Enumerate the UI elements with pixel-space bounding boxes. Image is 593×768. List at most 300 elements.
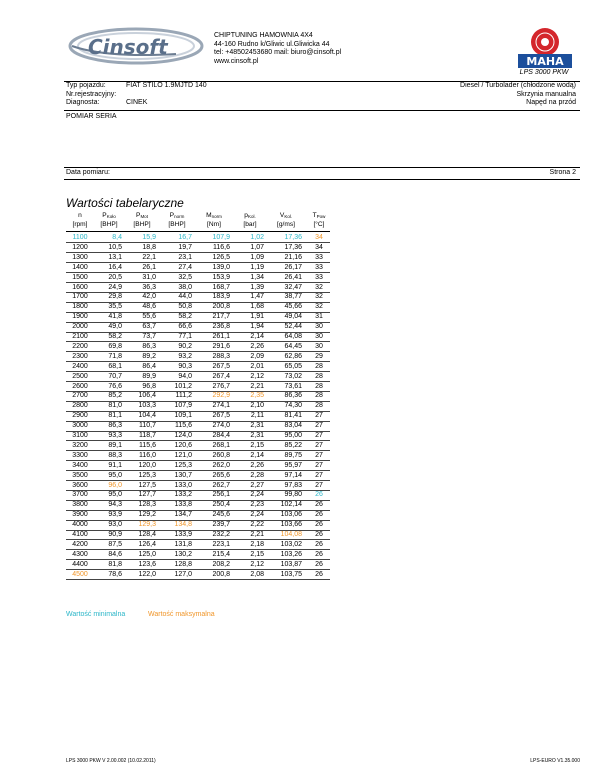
table-cell: 31,0 bbox=[142, 273, 156, 281]
table-cell: 267,5 bbox=[212, 362, 230, 370]
column-unit: [BHP] bbox=[100, 221, 118, 228]
svg-text:MAHA: MAHA bbox=[526, 55, 564, 68]
table-cell: 130,7 bbox=[174, 471, 192, 479]
table-cell: 71,8 bbox=[108, 352, 122, 360]
table-cell: 95,97 bbox=[284, 461, 302, 469]
table-cell: 88,3 bbox=[108, 451, 122, 459]
table-cell: 1,68 bbox=[250, 303, 264, 311]
table-cell: 2,21 bbox=[250, 382, 264, 390]
table-cell: 1,07 bbox=[250, 243, 264, 251]
table-cell: 118,7 bbox=[139, 432, 156, 439]
table-cell: 106,4 bbox=[138, 392, 156, 400]
table-cell: 2,24 bbox=[250, 511, 264, 519]
table-cell: 27 bbox=[315, 461, 323, 469]
cinsoft-logo bbox=[66, 24, 214, 74]
table-cell: 28 bbox=[315, 372, 323, 380]
table-cell: 73,61 bbox=[284, 382, 302, 390]
table-cell: 63,7 bbox=[142, 323, 156, 331]
table-cell: 133,9 bbox=[174, 531, 192, 538]
table-cell: 103,87 bbox=[280, 560, 302, 568]
column-unit: [Nm] bbox=[207, 221, 221, 228]
column-unit: [bar] bbox=[243, 221, 257, 228]
table-cell: 89,2 bbox=[142, 352, 156, 360]
table-cell: 8,4 bbox=[112, 234, 122, 241]
table-cell: 1100 bbox=[72, 234, 88, 241]
table-cell: 265,6 bbox=[212, 471, 230, 479]
table-cell: 2,31 bbox=[250, 432, 264, 439]
table-cell: 291,6 bbox=[212, 342, 230, 350]
legend-maximum: Wartość maksymalna bbox=[148, 611, 215, 618]
table-cell: 3500 bbox=[72, 471, 88, 479]
table-cell: 86,3 bbox=[108, 422, 122, 430]
table-cell: 2,18 bbox=[250, 540, 264, 548]
table-cell: 1600 bbox=[72, 283, 88, 291]
table-cell: 86,36 bbox=[284, 392, 302, 400]
table-cell: 103,26 bbox=[280, 550, 302, 558]
table-cell: 2,31 bbox=[250, 422, 264, 430]
table-cell: 103,06 bbox=[280, 511, 302, 519]
table-cell: 131,8 bbox=[174, 540, 192, 548]
table-cell: 2,23 bbox=[250, 501, 264, 509]
table-cell: 130,2 bbox=[174, 550, 192, 558]
table-cell: 101,2 bbox=[174, 382, 192, 390]
table-cell: 10,5 bbox=[108, 243, 122, 251]
table-cell: 26 bbox=[315, 491, 323, 499]
table-cell: 1,39 bbox=[250, 283, 264, 291]
table-cell: 86,4 bbox=[142, 362, 156, 370]
table-cell: 2,12 bbox=[250, 560, 264, 568]
table-cell: 128,4 bbox=[138, 531, 156, 538]
table-cell: 200,8 bbox=[212, 303, 230, 311]
table-cell: 3700 bbox=[72, 491, 88, 499]
company-contact: tel: +48502453680 mail: biuro@cinsoft.pl bbox=[214, 49, 342, 57]
table-cell: 239,7 bbox=[212, 521, 230, 529]
table-cell: 1800 bbox=[72, 303, 88, 311]
table-cell: 49,04 bbox=[284, 313, 302, 321]
table-cell: 3900 bbox=[72, 511, 88, 519]
table-cell: 68,1 bbox=[108, 362, 122, 370]
table-cell: 2,35 bbox=[250, 392, 264, 400]
diagnostician-value: CINEK bbox=[126, 99, 148, 107]
table-cell: 64,08 bbox=[284, 333, 302, 340]
table-cell: 122,0 bbox=[138, 570, 156, 578]
table-cell: 125,3 bbox=[138, 471, 156, 479]
table-cell: 45,66 bbox=[284, 303, 302, 311]
table-cell: 267,5 bbox=[212, 412, 230, 420]
table-cell: 121,0 bbox=[174, 451, 192, 459]
table-cell: 120,6 bbox=[174, 441, 192, 449]
column-header: $P_{Koło}$ bbox=[102, 212, 116, 219]
table-cell: 81,8 bbox=[108, 560, 122, 568]
table-cell: 1900 bbox=[72, 313, 88, 321]
table-cell: 1400 bbox=[72, 263, 88, 271]
table-cell: 49,0 bbox=[108, 323, 122, 331]
table-cell: 58,2 bbox=[178, 313, 192, 321]
table-cell: 102,14 bbox=[280, 501, 302, 509]
table-cell: 2,12 bbox=[250, 372, 264, 380]
table-cell: 32 bbox=[315, 303, 323, 311]
table-cell: 81,1 bbox=[108, 412, 122, 420]
table-cell: 2600 bbox=[72, 382, 88, 390]
table-cell: 95,0 bbox=[108, 491, 122, 499]
table-cell: 32 bbox=[315, 293, 323, 301]
table-cell: 245,6 bbox=[212, 511, 230, 519]
table-cell: 133,0 bbox=[174, 481, 192, 489]
table-cell: 90,3 bbox=[178, 362, 192, 370]
table-cell: 115,6 bbox=[139, 441, 156, 449]
table-cell: 110,7 bbox=[139, 422, 156, 430]
table-cell: 1,02 bbox=[250, 234, 264, 241]
table-cell: 125,3 bbox=[174, 461, 192, 469]
measurement-series: POMIAR SERIA bbox=[66, 113, 117, 120]
table-cell: 85,22 bbox=[284, 441, 302, 449]
table-cell: 4500 bbox=[72, 570, 88, 578]
table-cell: 127,5 bbox=[138, 481, 156, 489]
svg-text:Cinsoft: Cinsoft bbox=[88, 35, 168, 59]
table-cell: 33 bbox=[315, 273, 323, 281]
table-cell: 1500 bbox=[72, 273, 88, 281]
table-cell: 109,1 bbox=[174, 412, 192, 420]
table-cell: 17,36 bbox=[284, 243, 302, 251]
table-cell: 3200 bbox=[72, 441, 88, 449]
table-cell: 104,08 bbox=[280, 531, 302, 538]
table-cell: 93,0 bbox=[108, 521, 122, 529]
table-cell: 2000 bbox=[72, 323, 88, 331]
column-unit: [g/ms] bbox=[277, 221, 295, 228]
table-cell: 2,01 bbox=[250, 362, 264, 370]
table-cell: 26,17 bbox=[284, 263, 302, 271]
table-cell: 2300 bbox=[72, 352, 88, 360]
table-cell: 62,86 bbox=[284, 352, 302, 360]
values-table bbox=[66, 212, 366, 612]
column-unit: [°C] bbox=[313, 221, 325, 228]
table-cell: 115,6 bbox=[175, 422, 192, 430]
maha-caption: LPS 3000 PKW bbox=[519, 69, 569, 76]
table-cell: 274,0 bbox=[212, 422, 230, 430]
table-cell: 2,08 bbox=[250, 570, 264, 578]
table-cell: 16,4 bbox=[108, 263, 122, 271]
legend-minimum: Wartość minimalna bbox=[66, 611, 126, 618]
table-cell: 133,8 bbox=[174, 501, 192, 509]
table-cell: 2,14 bbox=[250, 451, 264, 459]
table-cell: 1200 bbox=[72, 243, 88, 251]
table-cell: 2,11 bbox=[250, 412, 264, 420]
column-header: n bbox=[78, 212, 82, 219]
table-cell: 30 bbox=[315, 333, 323, 340]
table-cell: 260,8 bbox=[212, 451, 230, 459]
table-cell: 26 bbox=[315, 511, 323, 519]
table-cell: 103,75 bbox=[280, 570, 302, 578]
table-cell: 1700 bbox=[72, 293, 88, 301]
table-cell: 23,1 bbox=[178, 253, 192, 261]
table-cell: 3300 bbox=[72, 451, 88, 459]
table-cell: 1,09 bbox=[250, 253, 264, 261]
date-divider bbox=[64, 179, 580, 180]
table-cell: 126,4 bbox=[138, 540, 156, 548]
table-cell: 134,8 bbox=[174, 521, 192, 529]
table-header-divider bbox=[66, 231, 330, 232]
table-cell: 29,8 bbox=[108, 293, 122, 301]
table-cell: 107,9 bbox=[212, 234, 230, 241]
table-cell: 2100 bbox=[72, 333, 88, 340]
table-cell: 95,00 bbox=[284, 432, 302, 439]
table-cell: 22,1 bbox=[142, 253, 156, 261]
table-cell: 99,80 bbox=[284, 491, 302, 499]
footer-version-right: LPS-EURO V1.35.000 bbox=[530, 758, 580, 764]
table-cell: 4100 bbox=[72, 531, 88, 538]
table-cell: 34 bbox=[315, 234, 323, 241]
table-cell: 15,9 bbox=[142, 234, 156, 241]
table-cell: 3000 bbox=[72, 422, 88, 430]
table-cell: 27 bbox=[315, 432, 323, 439]
table-cell: 3800 bbox=[72, 501, 88, 509]
table-cell: 268,1 bbox=[212, 441, 230, 449]
table-cell: 81,0 bbox=[108, 402, 122, 410]
table-cell: 41,8 bbox=[108, 313, 122, 321]
table-cell: 250,4 bbox=[212, 501, 230, 509]
table-cell: 1,34 bbox=[250, 273, 264, 281]
table-cell: 30 bbox=[315, 342, 323, 350]
table-cell: 2400 bbox=[72, 362, 88, 370]
table-cell: 64,45 bbox=[284, 342, 302, 350]
table-cell: 96,8 bbox=[142, 382, 156, 390]
table-cell: 27 bbox=[315, 412, 323, 420]
table-cell: 2,24 bbox=[250, 491, 264, 499]
column-header: $P_{norm}$ bbox=[169, 212, 185, 219]
table-cell: 26 bbox=[315, 550, 323, 558]
company-website: www.cinsoft.pl bbox=[214, 57, 259, 65]
table-cell: 1,94 bbox=[250, 323, 264, 331]
table-cell: 89,75 bbox=[284, 451, 302, 459]
table-cell: 77,1 bbox=[178, 333, 192, 340]
table-cell: 124,0 bbox=[174, 432, 192, 439]
table-cell: 89,1 bbox=[108, 441, 122, 449]
table-cell: 1,47 bbox=[250, 293, 264, 301]
column-unit: [BHP] bbox=[133, 221, 151, 228]
table-cell: 83,04 bbox=[284, 422, 302, 430]
table-cell: 13,1 bbox=[108, 253, 122, 261]
engine-type: Diesel / Turbolader (chłodzone wodą) bbox=[460, 82, 576, 89]
table-cell: 38,77 bbox=[284, 293, 302, 301]
table-cell: 2800 bbox=[72, 402, 88, 410]
table-cell: 28 bbox=[315, 402, 323, 410]
table-cell: 2700 bbox=[72, 392, 88, 400]
table-cell: 2200 bbox=[72, 342, 88, 350]
table-cell: 26 bbox=[315, 501, 323, 509]
table-cell: 65,05 bbox=[284, 362, 302, 370]
table-cell: 28 bbox=[315, 392, 323, 400]
table-cell: 2,14 bbox=[250, 333, 264, 340]
table-cell: 85,2 bbox=[108, 392, 122, 400]
table-cell: 120,0 bbox=[138, 461, 156, 469]
company-name: CHIPTUNING HAMOWNIA 4X4 bbox=[214, 32, 313, 39]
table-cell: 66,6 bbox=[178, 323, 192, 331]
table-cell: 58,2 bbox=[108, 333, 122, 340]
table-cell: 4200 bbox=[72, 540, 88, 548]
table-cell: 107,9 bbox=[174, 402, 192, 410]
gearbox-type: Skrzynia manualna bbox=[516, 90, 576, 98]
registration-label: Nr.rejestracyjny: bbox=[66, 90, 117, 98]
table-cell: 32,5 bbox=[178, 273, 192, 281]
table-cell: 276,7 bbox=[212, 382, 230, 390]
table-cell: 2,22 bbox=[250, 521, 264, 529]
table-cell: 27,4 bbox=[178, 263, 192, 271]
table-cell: 78,6 bbox=[108, 570, 122, 578]
table-cell: 55,6 bbox=[142, 313, 156, 321]
table-cell: 1300 bbox=[72, 253, 88, 261]
table-cell: 200,8 bbox=[212, 570, 230, 578]
table-cell: 208,2 bbox=[212, 560, 230, 568]
table-cell: 35,5 bbox=[108, 303, 122, 311]
table-cell: 183,9 bbox=[212, 293, 230, 301]
table-cell: 93,9 bbox=[108, 511, 122, 519]
column-unit: [rpm] bbox=[72, 221, 88, 228]
table-cell: 111,2 bbox=[175, 392, 192, 400]
table-cell: 50,8 bbox=[178, 303, 192, 311]
table-cell: 168,7 bbox=[212, 283, 230, 291]
table-cell: 125,0 bbox=[138, 550, 156, 558]
table-cell: 26 bbox=[315, 560, 323, 568]
table-cell: 126,5 bbox=[212, 253, 230, 261]
table-cell: 26 bbox=[315, 570, 323, 578]
table-cell: 19,7 bbox=[178, 243, 192, 251]
table-cell: 33 bbox=[315, 263, 323, 271]
table-cell: 28 bbox=[315, 382, 323, 390]
table-cell: 26 bbox=[315, 521, 323, 529]
table-cell: 20,5 bbox=[108, 273, 122, 281]
table-cell: 4300 bbox=[72, 550, 88, 558]
table-cell: 42,0 bbox=[142, 293, 156, 301]
table-cell: 261,1 bbox=[212, 333, 230, 340]
vehicle-type-value: FIAT STILO 1.9MJTD 140 bbox=[126, 82, 207, 89]
table-cell: 38,0 bbox=[178, 283, 192, 291]
table-cell: 128,8 bbox=[174, 560, 192, 568]
table-cell: 90,9 bbox=[108, 531, 122, 538]
table-cell: 2,10 bbox=[250, 402, 264, 410]
table-cell: 27 bbox=[315, 422, 323, 430]
table-cell: 262,0 bbox=[212, 461, 230, 469]
table-cell: 129,3 bbox=[138, 521, 156, 529]
column-header: $M_{norm}$ bbox=[206, 212, 222, 219]
table-cell: 2,27 bbox=[250, 481, 264, 489]
table-cell: 2,21 bbox=[250, 531, 264, 538]
table-cell: 34 bbox=[315, 243, 323, 251]
table-cell: 26 bbox=[315, 540, 323, 548]
table-cell: 2,28 bbox=[250, 471, 264, 479]
table-cell: 1,19 bbox=[250, 263, 264, 271]
table-cell: 103,02 bbox=[280, 540, 302, 548]
table-cell: 69,8 bbox=[108, 342, 122, 350]
table-cell: 128,3 bbox=[138, 501, 156, 509]
info-divider bbox=[64, 110, 580, 111]
table-cell: 274,1 bbox=[212, 402, 230, 410]
table-cell: 217,7 bbox=[212, 313, 230, 321]
table-cell: 17,36 bbox=[284, 234, 302, 241]
table-cell: 91,1 bbox=[108, 461, 122, 469]
table-cell: 2500 bbox=[72, 372, 88, 380]
page-number: Strona 2 bbox=[549, 169, 576, 176]
table-cell: 3600 bbox=[72, 481, 88, 489]
table-cell: 116,6 bbox=[213, 243, 230, 251]
table-cell: 93,3 bbox=[108, 432, 122, 439]
table-cell: 1,91 bbox=[250, 313, 264, 321]
table-cell: 73,7 bbox=[142, 333, 156, 340]
table-cell: 2900 bbox=[72, 412, 88, 420]
table-cell: 95,0 bbox=[108, 471, 122, 479]
table-cell: 52,44 bbox=[284, 323, 302, 331]
table-cell: 44,0 bbox=[178, 293, 192, 301]
table-cell: 27 bbox=[315, 481, 323, 489]
company-info bbox=[214, 32, 341, 66]
table-cell: 31 bbox=[315, 313, 323, 321]
table-cell: 89,9 bbox=[142, 372, 156, 380]
column-header: $P_{Mot}$ bbox=[136, 212, 148, 219]
table-cell: 284,4 bbox=[212, 432, 230, 439]
table-cell: 87,5 bbox=[108, 540, 122, 548]
table-cell: 153,9 bbox=[212, 273, 230, 281]
table-cell: 256,1 bbox=[212, 491, 230, 499]
series-divider bbox=[64, 167, 580, 168]
column-header: $V_{Kol.}$ bbox=[279, 212, 293, 219]
table-cell: 97,14 bbox=[284, 471, 302, 479]
table-cell: 48,6 bbox=[142, 303, 156, 311]
table-cell: 33 bbox=[315, 253, 323, 261]
company-address: 44-160 Rudno k/Gliwic ul.Gliwicka 44 bbox=[214, 40, 330, 48]
table-cell: 4400 bbox=[72, 560, 88, 568]
table-cell: 267,4 bbox=[212, 372, 230, 380]
table-cell: 32,47 bbox=[284, 283, 302, 291]
table-cell: 236,8 bbox=[212, 323, 230, 331]
date-label: Data pomiaru: bbox=[66, 169, 110, 176]
table-cell: 3100 bbox=[72, 432, 88, 439]
table-cell: 2,09 bbox=[250, 352, 264, 360]
table-cell: 29 bbox=[315, 352, 323, 360]
diagnostician-label: Diagnosta: bbox=[66, 99, 100, 107]
footer-version-left: LPS 3000 PKW V 2.00.002 (10.02.2011) bbox=[66, 758, 156, 764]
table-cell: 96,0 bbox=[108, 481, 122, 489]
table-cell: 73,02 bbox=[284, 372, 302, 380]
table-cell: 97,83 bbox=[284, 481, 302, 489]
table-cell: 292,9 bbox=[212, 392, 230, 400]
column-unit: [BHP] bbox=[168, 221, 186, 228]
table-cell: 215,4 bbox=[212, 550, 230, 558]
table-cell: 94,3 bbox=[108, 501, 122, 509]
table-cell: 2,26 bbox=[250, 342, 264, 350]
table-cell: 16,7 bbox=[178, 234, 192, 241]
table-cell: 288,3 bbox=[212, 352, 230, 360]
table-cell: 32 bbox=[315, 283, 323, 291]
table-cell: 27 bbox=[315, 441, 323, 449]
table-cell: 30 bbox=[315, 323, 323, 331]
table-cell: 127,0 bbox=[174, 570, 192, 578]
table-cell: 223,1 bbox=[212, 540, 230, 548]
drive-type: Napęd na przód bbox=[526, 99, 576, 107]
table-cell: 2,26 bbox=[250, 461, 264, 469]
table-cell: 2,15 bbox=[250, 441, 264, 449]
table-cell: 116,0 bbox=[139, 451, 156, 459]
table-cell: 134,7 bbox=[174, 511, 192, 519]
table-cell: 76,6 bbox=[108, 382, 122, 390]
table-cell: 26,41 bbox=[284, 273, 302, 281]
table-cell: 262,7 bbox=[212, 481, 230, 489]
table-cell: 81,41 bbox=[284, 412, 302, 420]
table-cell: 103,3 bbox=[138, 402, 156, 410]
table-title: Wartości tabelaryczne bbox=[66, 196, 184, 210]
table-cell: 4000 bbox=[72, 521, 88, 529]
table-cell: 103,66 bbox=[280, 521, 302, 529]
table-cell: 86,3 bbox=[142, 342, 156, 350]
table-cell: 127,7 bbox=[138, 491, 156, 499]
